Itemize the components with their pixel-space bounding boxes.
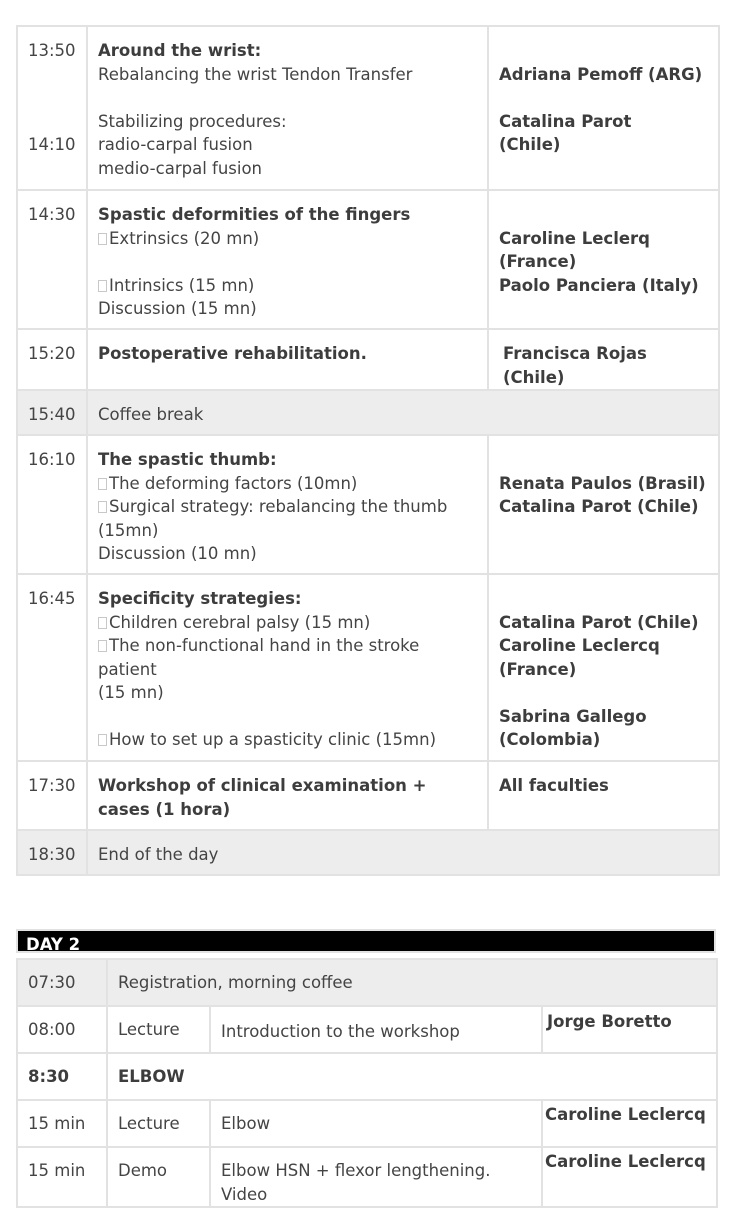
table-row	[17, 190, 719, 329]
session-title: Specificity strategies:	[98, 589, 302, 608]
speaker-name: Renata Paulos (Brasil)	[499, 473, 706, 493]
session-type: Lecture	[118, 1020, 180, 1039]
time-cell: 14:10	[28, 135, 76, 154]
bullet-box-icon	[98, 233, 107, 245]
session-line: (15 mn)	[98, 683, 164, 702]
speaker-name: Catalina Parot	[499, 111, 632, 131]
speaker-name: Sabrina Gallego	[499, 706, 647, 726]
speaker-name: Catalina Parot (Chile)	[499, 612, 699, 632]
session-line: Rebalancing the wrist Tendon Transfer	[98, 64, 413, 84]
table-row	[17, 1100, 717, 1147]
table-row	[17, 1006, 717, 1053]
table-row	[17, 761, 719, 830]
bullet-box-icon	[98, 501, 107, 513]
session-item: The deforming factors (10mn)	[98, 472, 477, 496]
session-line: medio-carpal fusion	[98, 158, 263, 178]
session-line: Stabilizing procedures:	[98, 111, 287, 131]
time-cell: 15 min	[28, 1114, 86, 1133]
session-line: (15mn)	[98, 520, 159, 540]
session-title: Workshop of clinical examination + cases (1 hora)	[98, 776, 427, 819]
session-item: The non-functional hand in the stroke patient	[98, 636, 420, 679]
session-topic: Introduction to the workshop	[221, 1022, 460, 1041]
session-title: Spastic deformities of the fingers	[98, 205, 411, 224]
session-label: Registration, morning coffee	[118, 973, 353, 992]
time-cell: 8:30	[28, 1067, 70, 1086]
speaker-name: Caroline Leclerq	[499, 228, 650, 248]
table-row	[17, 830, 719, 875]
time-cell: 18:30	[28, 845, 76, 864]
speaker-name: Paolo Panciera (Italy)	[499, 275, 699, 295]
session-item: How to set up a spasticity clinic (15mn)	[98, 728, 477, 752]
time-cell: 15 min	[28, 1161, 86, 1180]
session-title: Postoperative rehabilitation.	[98, 344, 367, 363]
session-item: Intrinsics (15 mn)	[98, 274, 477, 298]
time-cell: 16:45	[28, 589, 76, 608]
table-row	[17, 959, 717, 1006]
end-label: End of the day	[98, 845, 219, 864]
session-line: Discussion (10 mn)	[98, 544, 257, 563]
time-cell: 13:50	[28, 41, 76, 60]
table-row	[17, 329, 719, 390]
table-row	[17, 574, 719, 761]
speaker-name: Jorge Boretto	[547, 1012, 672, 1031]
time-cell: 15:40	[28, 405, 76, 424]
time-cell: 17:30	[28, 776, 76, 795]
session-item: Children cerebral palsy (15 mn)	[98, 611, 477, 635]
session-type: Lecture	[118, 1114, 180, 1133]
time-cell: 16:10	[28, 450, 76, 469]
session-item: Surgical strategy: rebalancing the thumb	[98, 495, 477, 519]
bullet-box-icon	[98, 280, 107, 292]
break-label: Coffee break	[98, 405, 204, 424]
speaker-name: All faculties	[499, 776, 609, 795]
session-line: Discussion (15 mn)	[98, 299, 257, 318]
table-row	[17, 26, 719, 190]
session-item: Extrinsics (20 mn)	[98, 227, 477, 251]
bullet-box-icon	[98, 734, 107, 746]
session-topic: Elbow HSN + flexor lengthening. Video	[221, 1161, 491, 1204]
bullet-box-icon	[98, 478, 107, 490]
time-cell: 08:00	[28, 1020, 76, 1039]
table-row	[17, 1147, 717, 1207]
speaker-name: Francisca Rojas (Chile)	[503, 344, 647, 387]
session-title: The spastic thumb:	[98, 450, 277, 469]
speaker-name: (France)	[499, 252, 577, 271]
bullet-box-icon	[98, 617, 107, 629]
time-cell: 07:30	[28, 973, 76, 992]
session-line: radio-carpal fusion	[98, 135, 253, 154]
speaker-name: Caroline Leclercq	[499, 636, 660, 655]
speaker-name: Caroline Leclercq	[545, 1105, 706, 1124]
speaker-name: Caroline Leclercq	[545, 1152, 706, 1171]
table-row	[17, 390, 719, 435]
time-cell: 14:30	[28, 205, 76, 224]
speaker-name: (Chile)	[499, 135, 561, 154]
speaker-name: Adriana Pemoff (ARG)	[499, 64, 703, 84]
speaker-name: (Colombia)	[499, 730, 601, 749]
table-row	[17, 435, 719, 574]
session-topic: Elbow	[221, 1114, 271, 1133]
speaker-name: (France)	[499, 659, 577, 679]
time-cell: 15:20	[28, 344, 76, 363]
table-row	[17, 1053, 717, 1100]
section-label: ELBOW	[118, 1067, 185, 1086]
day1-schedule-table	[16, 25, 720, 876]
session-title: Around the wrist:	[98, 41, 262, 60]
session-type: Demo	[118, 1161, 168, 1180]
bullet-box-icon	[98, 640, 107, 652]
speaker-name: Catalina Parot (Chile)	[499, 497, 699, 516]
day2-header: DAY 2	[16, 929, 716, 953]
day2-schedule-table	[16, 958, 718, 1208]
